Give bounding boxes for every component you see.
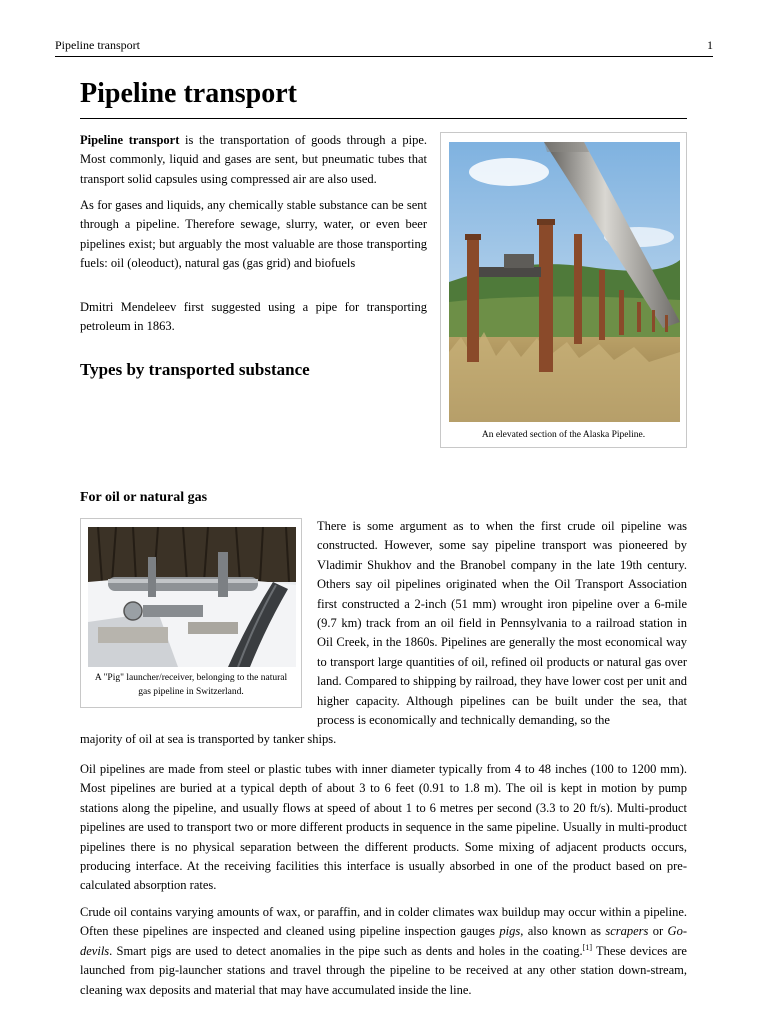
alaska-pipeline-photo bbox=[449, 142, 680, 422]
reference-link-1[interactable]: [1] bbox=[582, 942, 592, 952]
term-go-devils: Go-devils bbox=[80, 924, 687, 958]
figure-pig-launcher bbox=[80, 518, 302, 708]
oil-paragraph-3-text-a: Crude oil contains varying amounts of wax, or paraffin, and in colder climates wax buildup may occur within a pipeline. Often these pipelines are inspected and cleaned using pipeline inspection gauges bbox=[80, 905, 687, 939]
term-pigs: pigs bbox=[499, 924, 521, 939]
intro-paragraph-1 bbox=[80, 131, 427, 189]
term-scrapers: scrapers bbox=[605, 924, 649, 939]
pig-launcher-photo bbox=[88, 527, 296, 667]
oil-paragraph-3-text-b: , also known as bbox=[520, 924, 606, 939]
section-heading-types: Types by transported substance bbox=[80, 360, 310, 379]
figure-alaska-caption: An elevated section of the Alaska Pipeline. bbox=[481, 430, 646, 440]
figure-pig-caption: A "Pig" launcher/receiver, belonging to the natural gas pipeline in Switzerland. bbox=[94, 673, 288, 697]
intro-lead-term: Pipeline transport bbox=[80, 133, 180, 147]
oil-paragraph-1-tail: majority of oil at sea is transported by tanker ships. bbox=[80, 732, 337, 746]
running-title: Pipeline transport bbox=[55, 38, 140, 52]
running-header bbox=[55, 38, 713, 57]
oil-paragraph-3-text-c: or bbox=[648, 924, 668, 939]
oil-paragraph-3-text-e: These devices are launched from pig-launcher stations and travel through the pipeline to be received at any other station down-stream, cleaning wax deposits and material that may have accumulated inside the line. bbox=[80, 943, 687, 997]
oil-paragraph-1: There is some argument as to when the first crude oil pipeline was constructed. However, some say pipeline transport was pioneered by Vladimir Shukhov and the Branobel company in the late 19th century. Others say oil pipelines originated when the Oil Transport Association first constructed a 2-inch (51 mm) wrought iron pipeline over a 6-mile (9.7 km) track from an oil field in Pennsylvania to a railroad station in Oil Creek, in the 1860s. Pipelines are generally the most economical way to transport large quantities of oil, refined oil products or natural gas over land. Compared to shipping by railroad, they have lower cost per unit and higher capacity. Although pipelines can be built under the sea, that process is economically and technically demanding, so the bbox=[317, 519, 687, 728]
intro-paragraph-1-text: is the transportation of goods through a pipe. Most commonly, liquid and gases are sent, but pneumatic tubes that transport solid capsules using compressed air are also used. bbox=[80, 133, 427, 186]
page-title: Pipeline transport bbox=[80, 76, 687, 119]
intro-paragraph-2: As for gases and liquids, any chemically stable substance can be sent through a pipeline. Therefore sewage, slurry, water, or even beer pipelines exist; but arguably the most valuable are those transporting fuels: oil (oleoduct), natural gas (gas grid) and biofuels bbox=[80, 198, 427, 271]
intro-paragraph-3: Dmitri Mendeleev first suggested using a pipe for transporting petroleum in 1863. bbox=[80, 300, 427, 334]
oil-paragraph-3-text-d: . Smart pigs are used to detect anomalies in the pipe such as dents and holes in the coating. bbox=[109, 943, 583, 958]
oil-paragraph-2: Oil pipelines are made from steel or plastic tubes with inner diameter typically from 4 to 48 inches (100 to 1200 mm). Most pipelines are buried at a typical depth of about 3 to 6 feet (0.91 to 1.8 m). The oil is kept in motion by pump stations along the pipeline, and usually flows at speed of about 1 to 6 metres per second (3.3 to 20 ft/s). Multi-product pipelines are used to transport two or more different products in sequence in the same pipeline. Usually in multi-product pipelines there is no physical separation between the different products. Some mixing of adjacent products occurs, producing interface. At the receiving facilities this interface is usually absorbed in one of the product based on pre-calculated absorption rates. bbox=[80, 762, 687, 893]
page-number: 1 bbox=[707, 38, 713, 52]
figure-alaska-pipeline bbox=[440, 132, 687, 448]
subsection-heading-oil-gas: For oil or natural gas bbox=[80, 490, 208, 505]
oil-paragraph-3 bbox=[80, 903, 687, 1000]
